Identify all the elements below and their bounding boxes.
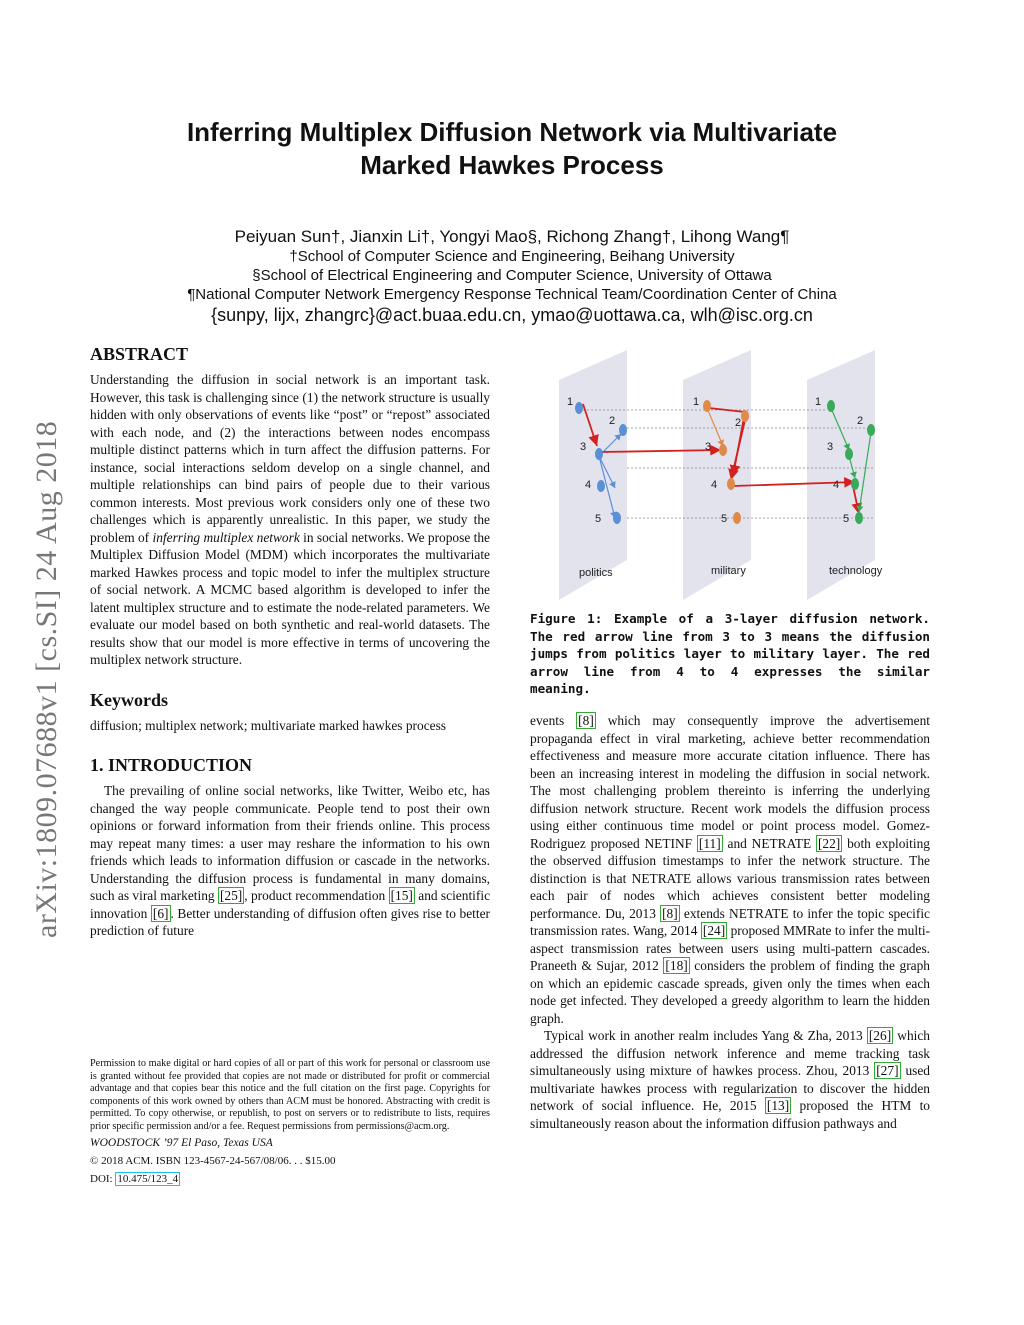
svg-text:3: 3	[580, 441, 587, 453]
permission-block	[90, 1058, 490, 1186]
right-column	[530, 712, 930, 1132]
abstract-emphasis: inferring multiplex network	[152, 529, 300, 545]
citation-link[interactable]: [18]	[665, 958, 688, 973]
svg-text:3: 3	[827, 441, 834, 453]
layer-labels	[579, 565, 883, 579]
rt-f: proposed MMRate to infer the multi-aspect transmission rates between users using multi-pattern cascades. Praneeth & Sujar, 2012	[530, 923, 930, 973]
intro-text-d: . Better understanding of diffusion often gives rise to better prediction of future	[90, 905, 490, 938]
svg-text:2: 2	[857, 415, 864, 427]
left-column	[90, 343, 490, 940]
doi-line	[90, 1172, 490, 1186]
right-paragraph-2	[530, 1027, 930, 1132]
affiliation-3: ¶National Computer Network Emergency Response Technical Team/Coordination Center of China	[187, 286, 837, 303]
citation-link[interactable]: [25]	[219, 888, 243, 903]
permission-text: Permission to make digital or hard copies of all or part of this work for personal or classroom use is granted without fee provided that copies are not made or distributed for profit or commercial advantage and that copies bear this notice and the full citation on the first page. Copyrights for components of this work owned by others than ACM must be honored. Abstracting with credit is permitted. To copy otherwise, or republish, to post on servers or to redistribute to lists, requires prior specific permission and/or a fee. Request permissions from permissions@acm.org.	[90, 1058, 490, 1132]
doi-label: DOI:	[90, 1172, 116, 1185]
rt-g: considers the problem of finding the graph on which an epidemic cascade spreads, given only the times when each node get infected. They developed a greedy algorithm to learn the hidden graph.	[530, 958, 930, 1026]
title-line-2: Marked Hawkes Process	[360, 150, 664, 180]
right-paragraph-1	[530, 712, 930, 1027]
doi-link[interactable]: 10.475/123_4	[117, 1172, 179, 1185]
svg-text:1: 1	[693, 396, 700, 408]
author-block	[0, 227, 1024, 326]
affiliation-1: †School of Computer Science and Engineering, Beihang University	[289, 248, 735, 265]
citation-link[interactable]: [13]	[766, 1098, 790, 1113]
intro-text-b: , product recommendation	[244, 888, 389, 903]
abstract-text	[90, 371, 490, 669]
intro-text-c: and scientific innovation	[90, 888, 491, 921]
intro-paragraph	[90, 782, 490, 940]
paper-title	[0, 116, 1024, 182]
rt-p2d: proposed the HTM to simultaneously reason about the information diffusion pathways and	[530, 1098, 930, 1131]
layer-label-technology: technology	[829, 565, 883, 577]
citation-link[interactable]: [6]	[152, 905, 169, 921]
abstract-text-b: in social networks. We propose the Multiplex Diffusion Model (MDM) which incorporates the multivariate marked Hawkes process and topic model to infer the multiplex structure of social network. A MCMC based algorithm is developed to infer the latent multiplex structure and to estimate the node-related parameters. We evaluate our model based on both synthetic and real-world datasets. The results show that our model is more effective in terms of uncovering the multiplex network structure.	[90, 529, 490, 667]
svg-text:5: 5	[843, 513, 850, 525]
rt-a: events	[530, 713, 577, 728]
layer-plane-military	[683, 350, 751, 600]
author-list: Peiyuan Sun†, Jianxin Li†, Yongyi Mao§, Richong Zhang†, Lihong Wang¶	[234, 227, 790, 246]
diffusion-figure	[537, 350, 935, 600]
rt-p2a: Typical work in another realm includes Yang & Zha, 2013	[544, 1028, 867, 1043]
rt-d: both exploiting the observed diffusion timestamps to infer the network structure. The distinction is that NETRATE allows various transmission rates between each pair of nodes which achieves consistent better modeling performance. Du, 2013	[530, 835, 930, 921]
layer-plane-politics	[559, 350, 627, 600]
citation-link[interactable]: [26]	[868, 1028, 892, 1043]
keywords-text: diffusion; multiplex network; multivariate marked hawkes process	[90, 717, 447, 733]
svg-text:1: 1	[567, 396, 574, 408]
rt-c: and NETRATE	[722, 835, 816, 851]
citation-link[interactable]: [27]	[876, 1063, 899, 1078]
abstract-text-a: Understanding the diffusion in social network is an important task. However, this task is challenging since (1) the network structure is usually hidden with only observations of events like “post” or “repost” associated with each node, and (2) the interactions between nodes encompass multiple distinct patterns which in turn affect the diffusion patterns. For instance, social interactions seldom develop on a single channel, and multiple relationships can bind pairs of people due to their various common interests. Most previous work considers only one of these two challenges which is apparently unrealistic. In this paper, we study the problem of	[90, 372, 490, 545]
intro-text-a: The prevailing of online social networks, like Twitter, Weibo etc, has changed the way people communicate. People tend to post their own opinions or forward information from their friends online. This process may repeat many times: a user may reshare the information to his own friends which leads to information diffusion or cascade in the networks. Understanding the diffusion process is fundamental in many domains, such as viral marketing	[90, 783, 490, 903]
citation-link[interactable]: [15]	[390, 888, 413, 903]
citation-link[interactable]: [24]	[702, 923, 726, 938]
layer-label-military: military	[711, 565, 746, 577]
svg-text:4: 4	[585, 479, 592, 491]
rt-b: which may consequently improve the advertisement propaganda effect in viral marketing, achieve better recommendation effectiveness and measure more accurate citation influence. There has been an increasing interest in modeling the diffusion in social network. The most challenging problem thereinto is inferring the underlying diffusion network structure. Recent work models the diffusion process using either continuous time model or point process model. Gomez-Rodriguez proposed NETINF	[530, 713, 931, 851]
author-emails: {sunpy, lijx, zhangrc}@act.buaa.edu.cn, ymao@uottawa.ca, wlh@isc.org.cn	[211, 305, 813, 325]
venue-line: WOODSTOCK ’97 El Paso, Texas USA	[90, 1137, 273, 1149]
svg-text:3: 3	[705, 441, 712, 453]
svg-text:5: 5	[595, 513, 602, 525]
title-line-1: Inferring Multiplex Diffusion Network via Multivariate	[186, 117, 838, 147]
citation-link[interactable]: [11]	[698, 835, 721, 851]
abstract-heading: ABSTRACT	[90, 344, 189, 364]
affiliation-2: §School of Electrical Engineering and Computer Science, University of Ottawa	[252, 267, 772, 284]
svg-text:4: 4	[711, 479, 718, 491]
keywords-heading: Keywords	[90, 689, 168, 710]
copyright-line: © 2018 ACM. ISBN 123-4567-24-567/08/06. . . $15.00	[90, 1154, 336, 1167]
svg-text:2: 2	[609, 415, 616, 427]
figure-caption: Figure 1: Example of a 3-layer diffusion network. The red arrow line from 3 to 3 means the diffusion jumps from politics layer to military layer. The red arrow line from 4 to 4 expresses the similar meaning.	[530, 611, 930, 696]
layer-label-politics: politics	[579, 567, 613, 579]
rt-p2b: which addressed the diffusion network inference and meme tracking task simultaneously using mixture of hawkes process. Zhou, 2013	[530, 1028, 930, 1078]
svg-text:5: 5	[721, 513, 728, 525]
rt-e: extends NETRATE to infer the topic specific transmission rates. Wang, 2014	[530, 905, 930, 938]
citation-link[interactable]: [22]	[817, 835, 841, 851]
citation-link[interactable]: [8]	[578, 713, 594, 728]
intro-heading: 1. INTRODUCTION	[90, 755, 253, 775]
svg-text:1: 1	[815, 396, 822, 408]
citation-link[interactable]: [8]	[662, 905, 678, 921]
svg-text:2: 2	[735, 417, 742, 429]
svg-text:4: 4	[833, 479, 840, 491]
rt-p2c: used multivariate hawkes process with regularization to discover the hidden network of social influence. He, 2015	[530, 1063, 930, 1113]
arxiv-stamp: arXiv:1809.07688v1 [cs.SI] 24 Aug 2018	[30, 420, 63, 938]
